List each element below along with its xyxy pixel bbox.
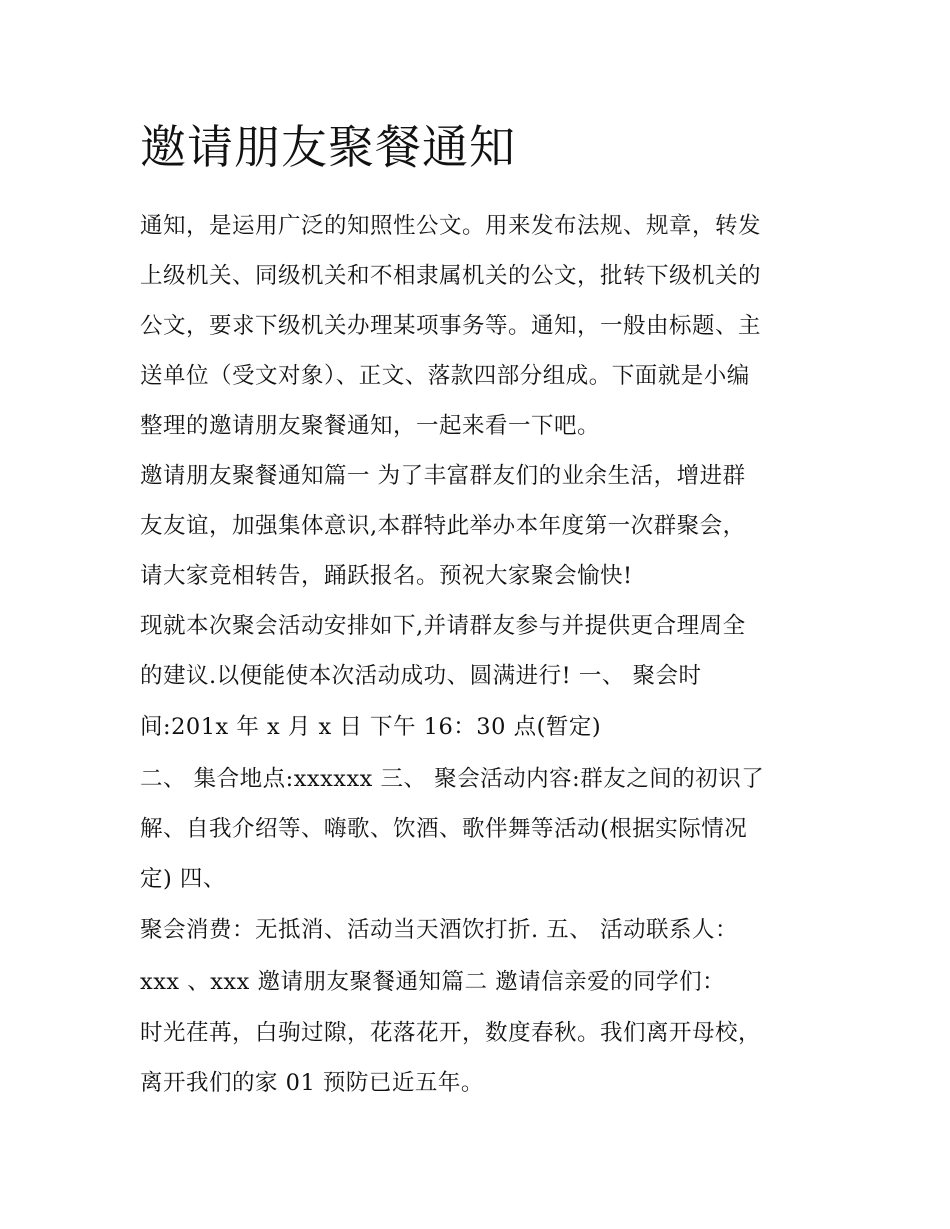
body-line: 邀请朋友聚餐通知篇一 为了丰富群友们的业余生活，增进群 bbox=[140, 463, 746, 489]
body-line: 时光荏苒，白驹过隙，花落花开，数度春秋。我们离开母校， bbox=[140, 1020, 762, 1046]
body-line: 现就本次聚会活动安排如下,并请群友参与并提供更合理周全 bbox=[140, 613, 746, 639]
body-line: 二、 集合地点:xxxxxx 三、 聚会活动内容:群友之间的初识了 bbox=[140, 766, 765, 792]
body-line: 整理的邀请朋友聚餐通知，一起来看一下吧。 bbox=[140, 413, 601, 439]
body-line: 聚会消费：无抵消、活动当天酒饮打折. 五、 活动联系人： bbox=[140, 917, 738, 943]
body-line: 解、自我介绍等、嗨歌、饮酒、歌伴舞等活动(根据实际情况 bbox=[140, 816, 748, 842]
body-line: 的建议.以便能使本次活动成功、圆满进行! 一、 聚会时 bbox=[140, 663, 702, 689]
body-line: 间:201x 年 x 月 x 日 下午 16：30 点(暂定) bbox=[140, 714, 602, 740]
document-title: 邀请朋友聚餐通知 bbox=[140, 120, 516, 174]
body-line: xxx 、xxx 邀请朋友聚餐通知篇二 邀请信亲爱的同学们： bbox=[140, 969, 726, 995]
body-line: 通知，是运用广泛的知照性公文。用来发布法规、规章，转发 bbox=[140, 213, 762, 239]
body-line: 公文，要求下级机关办理某项事务等。通知，一般由标题、主 bbox=[140, 313, 762, 339]
body-line: 上级机关、同级机关和不相隶属机关的公文，批转下级机关的 bbox=[140, 263, 762, 289]
body-line: 送单位（受文对象）、正文、落款四部分组成。下面就是小编 bbox=[140, 363, 750, 389]
body-line: 离开我们的家 01 预防已近五年。 bbox=[140, 1070, 484, 1096]
body-line: 请大家竞相转告，踊跃报名。预祝大家聚会愉快! bbox=[140, 563, 633, 589]
body-line: 定) 四、 bbox=[140, 866, 226, 892]
body-line: 友友谊，加强集体意识,本群特此举办本年度第一次群聚会， bbox=[140, 513, 746, 539]
